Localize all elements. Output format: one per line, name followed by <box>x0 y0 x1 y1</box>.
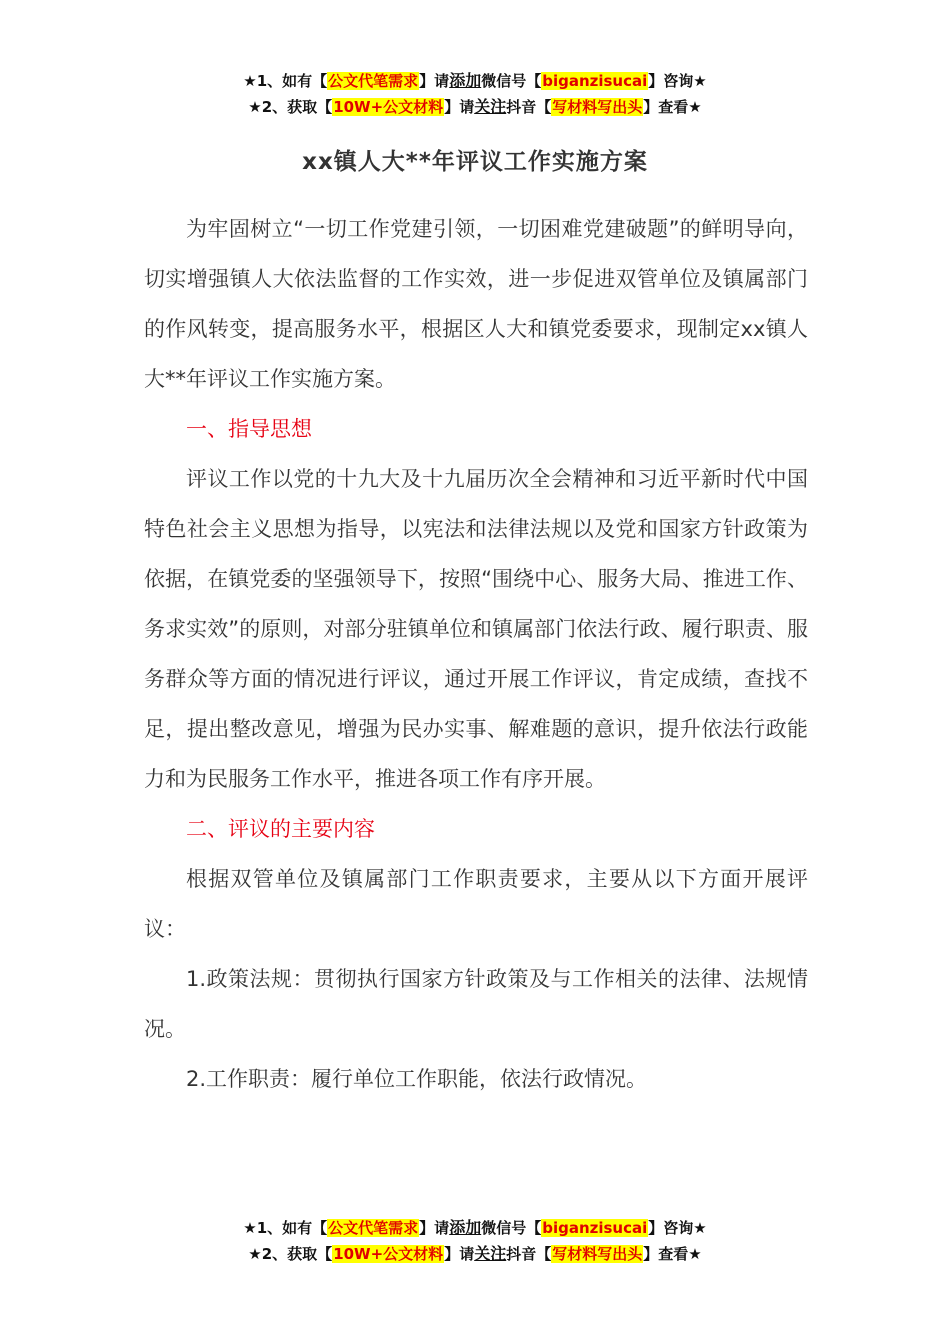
section-paragraph-main-content: 根据双管单位及镇属部门工作职责要求，主要从以下方面开展评议： <box>144 867 808 941</box>
section-paragraph-guiding-ideology: 评议工作以党的十九大及十九届历次全会精神和习近平新时代中国特色社会主义思想为指导，以宪法和法律法规以及党和国家方针政策为依据，在镇党委的坚强领导下，按照“围绕中心、服务大局、推进工作、务求实效”的原则，对部分驻镇单位和镇属部门依法行政、履行职责、服务群众等方面的情况进行评议，通过开展工作评议，肯定成绩，查找不足，提出整改意见，增强为民办实事、解难题的意识，提升依法行政能力和为民服务工作水平，推进各项工作有序开展。 <box>144 467 808 791</box>
section-heading-guiding-ideology: 一、指导思想 <box>186 417 312 441</box>
highlight-douyin-account: 写材料写出头 <box>552 1245 643 1263</box>
emphasis-follow: 关注 <box>474 97 507 116</box>
document-title: xx镇人大**年评议工作实施方案 <box>302 149 648 175</box>
highlight-materials: 10W+公文材料 <box>333 98 444 116</box>
header-banner <box>0 68 950 120</box>
highlight-service: 公文代笔需求 <box>328 1219 419 1237</box>
highlight-wechat-id: biganzisucai <box>542 72 648 90</box>
highlight-wechat-id: biganzisucai <box>542 1219 648 1237</box>
section-heading-main-content: 二、评议的主要内容 <box>186 817 375 841</box>
banner-line-2: ★2、获取【10W+公文材料】请关注抖音【写材料写出头】查看★ <box>248 1244 702 1263</box>
footer-banner <box>0 1215 950 1267</box>
list-item-policy-regulations: 1.政策法规：贯彻执行国家方针政策及与工作相关的法律、法规情况。 <box>144 967 808 1041</box>
emphasis-add: 添加 <box>449 71 482 90</box>
emphasis-add: 添加 <box>449 1218 482 1237</box>
highlight-materials: 10W+公文材料 <box>333 1245 444 1263</box>
banner-line-2: ★2、获取【10W+公文材料】请关注抖音【写材料写出头】查看★ <box>248 97 702 116</box>
banner-line-1: ★1、如有【公文代笔需求】请添加微信号【biganzisucai】咨询★ <box>243 71 707 90</box>
banner-line-1: ★1、如有【公文代笔需求】请添加微信号【biganzisucai】咨询★ <box>243 1218 707 1237</box>
highlight-service: 公文代笔需求 <box>328 72 419 90</box>
document-body <box>144 204 808 1104</box>
emphasis-follow: 关注 <box>474 1244 507 1263</box>
list-item-work-duties: 2.工作职责：履行单位工作职能，依法行政情况。 <box>186 1067 648 1091</box>
intro-paragraph: 为牢固树立“一切工作党建引领，一切困难党建破题”的鲜明导向，切实增强镇人大依法监督的工作实效，进一步促进双管单位及镇属部门的作风转变，提高服务水平，根据区人大和镇党委要求，现制定xx镇人大**年评议工作实施方案。 <box>144 217 808 391</box>
highlight-douyin-account: 写材料写出头 <box>552 98 643 116</box>
